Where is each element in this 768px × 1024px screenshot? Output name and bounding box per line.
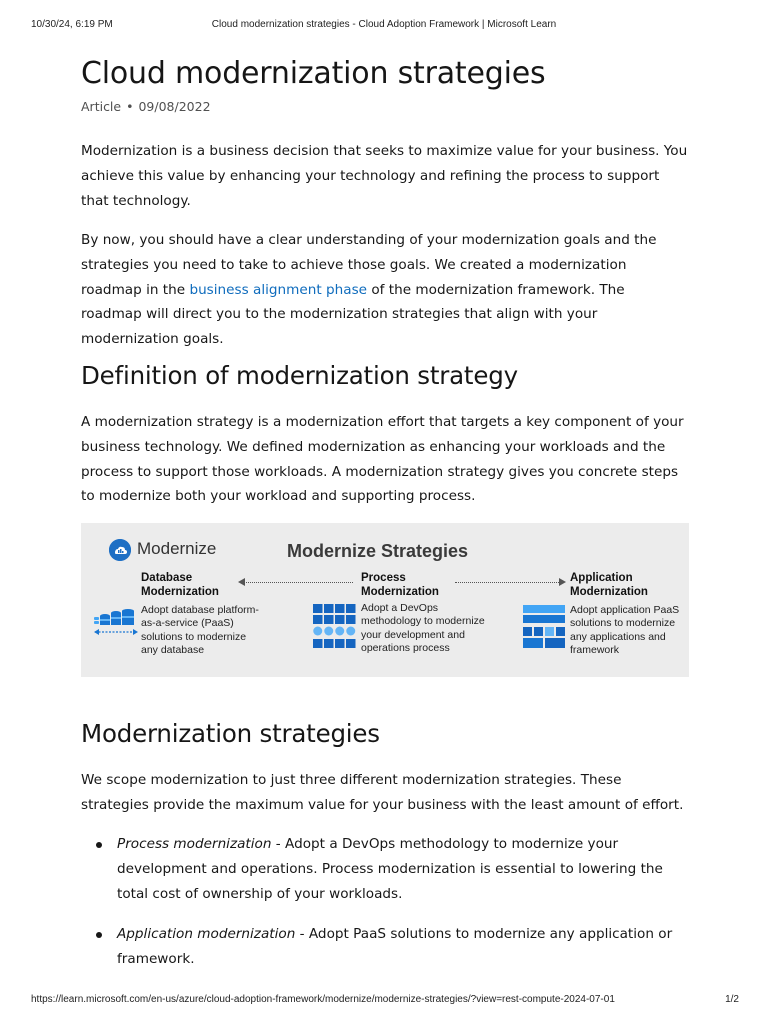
roadmap-paragraph (81, 228, 689, 352)
database-column-title (141, 571, 219, 599)
database-desc-line: solutions to modernize (141, 630, 247, 643)
database-title-line2: Modernization (141, 586, 219, 598)
process-column-desc (361, 602, 485, 656)
process-desc-line: your development and (361, 628, 465, 641)
process-desc-line: operations process (361, 642, 450, 655)
modernize-strategies-diagram (81, 523, 689, 677)
arrow-process-to-application (455, 582, 563, 583)
print-date: 10/30/24, 6:19 PM (31, 19, 113, 30)
section-heading-definition: Definition of modernization strategy (81, 361, 518, 390)
arrow-head-right-icon (559, 578, 566, 586)
database-desc-line: Adopt database platform- (141, 604, 259, 616)
database-icon (93, 607, 139, 644)
database-desc-line: as-a-service (PaaS) (141, 617, 234, 630)
list-item-text: Adopt PaaS solutions to modernize any application or framework. (117, 926, 673, 968)
application-title-line1: Application (570, 572, 633, 584)
application-title-line2: Modernization (570, 586, 648, 598)
print-url: https://learn.microsoft.com/en-us/azure/cloud-adoption-framework/modernize/modernize-strategies/?view=rest-compute-2024-07-01 (31, 994, 615, 1005)
meta-type: Article (81, 99, 122, 114)
list-item-term: Process modernization (117, 836, 272, 852)
page-title: Cloud modernization strategies (81, 56, 546, 91)
database-column-desc (141, 604, 259, 658)
process-desc-line: methodology to modernize (361, 615, 485, 628)
article-meta (81, 99, 689, 114)
diagram-title: Modernize Strategies (287, 541, 469, 561)
database-desc-line: any database (141, 644, 205, 657)
list-item (81, 922, 689, 972)
strategies-paragraph: We scope modernization to just three different modernization strategies. These strategies provide the maximum value for your business with the least amount of effort. (81, 772, 684, 813)
list-item-sep: - (271, 836, 286, 852)
database-title-line1: Database (141, 572, 193, 584)
process-desc-line: Adopt a DevOps (361, 602, 439, 614)
modernize-cloud-icon (109, 539, 131, 561)
application-desc-line: any applications and (570, 630, 666, 643)
business-alignment-link[interactable]: business alignment phase (189, 281, 368, 298)
section-heading-strategies: Modernization strategies (81, 719, 380, 748)
roadmap-text-before: By now, you should have a clear understanding of your modernization goals and the strategies you need to take to achieve those goals. We created a modernization roadmap in the (81, 232, 657, 298)
list-item-term: Application modernization (117, 926, 296, 943)
arrow-head-left-icon (238, 578, 245, 586)
print-page-number: 1/2 (725, 994, 739, 1005)
process-title-line1: Process (361, 572, 406, 584)
application-desc-line: solutions to modernize (570, 617, 676, 630)
modernize-logo-label: Modernize (137, 539, 217, 558)
process-column-title (361, 571, 439, 599)
print-header (0, 19, 768, 33)
roadmap-text-after: of the modernization framework. The roadmap will direct you to the modernization strategies that align with your modernization goals. (81, 281, 625, 348)
print-page-title: Cloud modernization strategies - Cloud Adoption Framework | Microsoft Learn (211, 19, 557, 30)
intro-paragraph: Modernization is a business decision that seeks to maximize value for your business. You achieve this value by enhancing your technology and refining the process to support that technology. (81, 143, 688, 209)
arrow-process-to-database (241, 582, 353, 583)
bullet-icon (96, 842, 102, 848)
application-window-icon (523, 605, 565, 654)
bullet-icon (96, 932, 102, 938)
strategies-list (81, 832, 689, 988)
process-title-line2: Modernization (361, 586, 439, 598)
meta-separator: • (126, 99, 134, 114)
article (81, 52, 689, 968)
application-column-title (570, 571, 648, 599)
application-desc-line: Adopt application PaaS (570, 604, 680, 616)
application-column-desc (570, 604, 679, 658)
meta-date: 09/08/2022 (138, 99, 211, 114)
application-desc-line: framework (570, 644, 620, 657)
list-item-text: Adopt a DevOps methodology to modernize your development and operations. Process modernization is essential to lowering the total cost of ownership of your workloads. (117, 836, 663, 902)
list-item (81, 832, 689, 906)
list-item-sep: - (295, 926, 309, 943)
process-grid-icon (313, 604, 357, 655)
definition-paragraph: A modernization strategy is a modernization effort that targets a key component of your business technology. We defined modernization as enhancing your workloads and the process to support those workloads. A modernization strategy gives you concrete steps to modernize both your workload and supporting process. (81, 414, 684, 505)
